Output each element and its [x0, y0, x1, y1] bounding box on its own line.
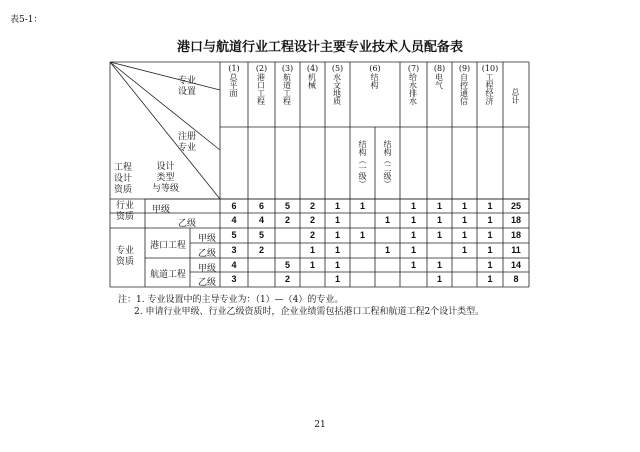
corner-gongcheng-sheji-zizhi [114, 163, 132, 196]
table-cell: 14 [510, 259, 521, 270]
table-cell: 25 [510, 200, 521, 211]
table-cell: 1 [309, 245, 315, 255]
column-name: 给水排水 [408, 73, 418, 105]
grade-label: 甲级 [198, 234, 217, 244]
table-cell: 1 [436, 215, 442, 225]
table-cell: 5 [284, 200, 290, 211]
corner-sheji-leixing [152, 162, 179, 195]
table-cell: 3 [231, 245, 237, 255]
table-cell: 2 [309, 200, 315, 211]
table-title: 港口与航道行业工程设计主要专业技术人员配备表 [176, 40, 463, 55]
table-cell: 5 [284, 259, 290, 270]
table-cell: 1 [334, 274, 340, 284]
table-cell: 1 [359, 200, 365, 211]
table-cell: 5 [258, 230, 264, 240]
corner-text: 与等级 [152, 184, 180, 194]
column-number: (9) [458, 64, 471, 73]
table-cell: 4 [231, 259, 237, 270]
corner-text: 工程 [114, 163, 133, 173]
table-cell: 1 [334, 259, 340, 270]
grade-label: 乙级 [178, 219, 197, 229]
column-number: (10) [481, 64, 499, 73]
column-name: 机械 [307, 73, 317, 89]
column-number: (5) [331, 64, 344, 73]
group-gangkou-gongcheng: 港口工程 [150, 241, 187, 251]
table-cell: 1 [436, 274, 442, 284]
corner-text: 设计 [156, 162, 175, 172]
corner-text: 注册 [178, 132, 197, 142]
subcolumn-structure-level2: 结构（二级） [383, 140, 392, 188]
table-cell: 1 [487, 259, 493, 270]
column-name: 水文地质 [332, 73, 342, 105]
group-text: 资质 [116, 212, 135, 222]
table-cell: 1 [359, 230, 365, 240]
table-cell: 1 [487, 200, 493, 211]
table-cell: 1 [384, 245, 390, 255]
table-cell: 6 [258, 200, 264, 211]
corner-text: 设置 [178, 87, 197, 97]
table-cell: 1 [410, 215, 416, 225]
table-cell: 1 [487, 230, 493, 240]
table-cell: 1 [436, 259, 442, 270]
table-cell: 2 [309, 230, 315, 240]
group-hangye-zizhi [116, 201, 134, 223]
table-reference: 表5-1： [10, 15, 43, 25]
grade-label: 甲级 [152, 205, 171, 215]
table-cell: 1 [334, 215, 340, 225]
corner-text: 资质 [114, 185, 133, 195]
column-name: 自控通信 [459, 73, 469, 105]
group-hangdao-gongcheng: 航道工程 [150, 270, 187, 280]
page-number: 21 [314, 420, 326, 430]
table-cell: 1 [410, 230, 416, 240]
column-name: 工程经济 [485, 73, 494, 105]
column-number: (2) [255, 64, 268, 73]
table-cell: 1 [487, 215, 493, 225]
group-text: 资质 [116, 257, 135, 267]
table-cell: 4 [258, 215, 264, 225]
corner-zhuce-zhuanye [178, 132, 196, 154]
column-name: 总计 [511, 88, 520, 104]
table-cell: 1 [410, 200, 416, 211]
column-name: 航道工程 [282, 73, 292, 105]
grade-label: 甲级 [198, 264, 217, 274]
column-name: 港口工程 [256, 73, 266, 105]
table-cell: 2 [309, 215, 315, 225]
table-cell: 1 [461, 245, 467, 255]
note-1: 注：1. 专业设置中的主导专业为：（1）—（4）的专业。 [118, 295, 344, 305]
table-cell: 1 [461, 215, 467, 225]
corner-text: 设计 [114, 174, 133, 184]
table-cell: 1 [410, 259, 416, 270]
column-number: (7) [407, 64, 420, 73]
table-cell: 1 [410, 245, 416, 255]
table-cell: 18 [510, 230, 521, 240]
table-cell: 1 [461, 200, 467, 211]
group-text: 行业 [116, 201, 135, 211]
table-cell: 6 [231, 200, 237, 211]
grade-label: 乙级 [198, 278, 217, 288]
note-2: 2. 申请行业甲级、行业乙级资质时，企业业绩需包括港口工程和航道工程2个设计类型。 [134, 307, 485, 317]
table-cell: 8 [513, 274, 519, 284]
table-cell: 1 [334, 245, 340, 255]
table-cell: 3 [231, 274, 237, 284]
subcolumn-structure-level1: 结构（一级） [358, 140, 367, 188]
column-number: (6) [369, 64, 381, 73]
corner-text: 类型 [156, 173, 175, 183]
table-cell: 5 [231, 230, 237, 240]
column-number: (3) [281, 64, 294, 73]
table-cell: 11 [511, 245, 521, 255]
column-number: (4) [306, 64, 319, 73]
column-number: (8) [433, 64, 446, 73]
column-name: 电气 [434, 73, 444, 89]
table-cell: 1 [384, 215, 390, 225]
table-cell: 1 [436, 200, 442, 211]
table-cell: 2 [284, 274, 290, 284]
table-cell: 1 [487, 245, 493, 255]
table-cell: 1 [487, 274, 493, 284]
corner-text: 专业 [178, 76, 197, 86]
column-name: 总平面 [229, 73, 238, 97]
table-cell: 18 [510, 215, 521, 225]
table-cell: 2 [258, 245, 264, 255]
table-cell: 1 [334, 230, 340, 240]
corner-text: 专业 [178, 143, 197, 153]
column-number: (1) [228, 64, 240, 73]
table-cell: 4 [231, 215, 237, 225]
table-cell: 1 [436, 230, 442, 240]
group-zhuanye-zizhi [116, 246, 134, 268]
group-text: 专业 [116, 246, 135, 256]
table-cell: 1 [334, 200, 340, 211]
table-cell: 1 [309, 259, 315, 270]
corner-zhuanye-shezhi [178, 76, 196, 98]
table-cell: 2 [284, 215, 290, 225]
grade-label: 乙级 [198, 249, 217, 259]
table-cell: 1 [461, 230, 467, 240]
column-name: 结构 [370, 73, 379, 89]
